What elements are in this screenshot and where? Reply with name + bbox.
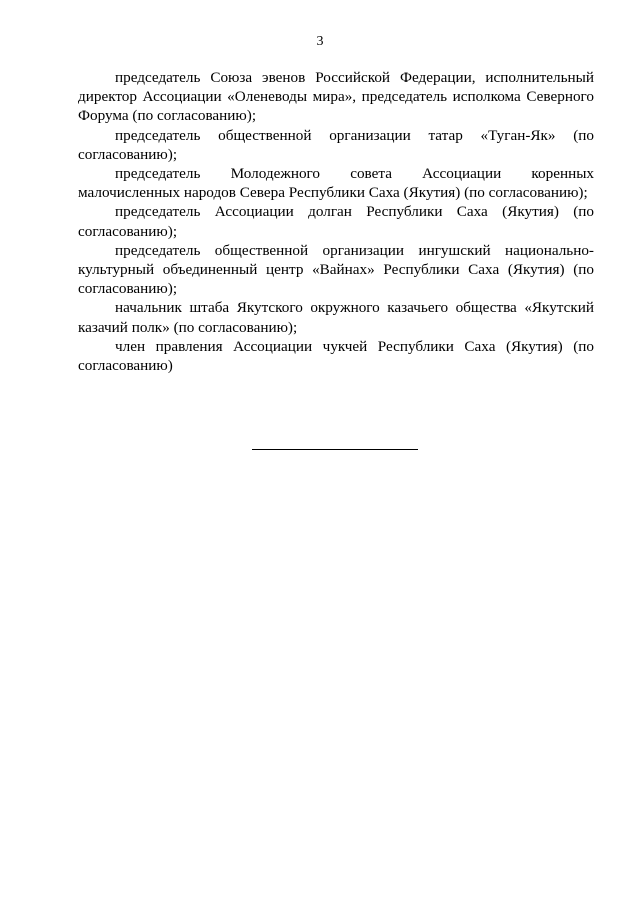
list-item: начальник штаба Якутского окружного казачьего общества «Якутский казачий полк» (по согласованию); — [78, 299, 594, 336]
list-item: председатель Союза эвенов Российской Федерации, исполнительный директор Ассоциации «Оленеводы мира», председатель исполкома Северного Форума (по согласованию); — [78, 69, 594, 125]
member-list — [78, 68, 594, 375]
list-item: председатель Молодежного совета Ассоциации коренных малочисленных народов Севера Республики Саха (Якутия) (по согласованию); — [78, 165, 594, 202]
list-item: председатель Ассоциации долган Республики Саха (Якутия) (по согласованию); — [78, 203, 594, 240]
page-number: 3 — [316, 34, 324, 49]
closing-divider-line — [252, 449, 418, 450]
list-item: член правления Ассоциации чукчей Республики Саха (Якутия) (по согласованию) — [78, 337, 594, 375]
list-item: председатель общественной организации ингушский национально-культурный объединенный центр «Вайнах» Республики Саха (Якутия) (по согласованию); — [78, 241, 594, 298]
list-item: председатель общественной организации татар «Туган-Як» (по согласованию); — [78, 126, 594, 163]
